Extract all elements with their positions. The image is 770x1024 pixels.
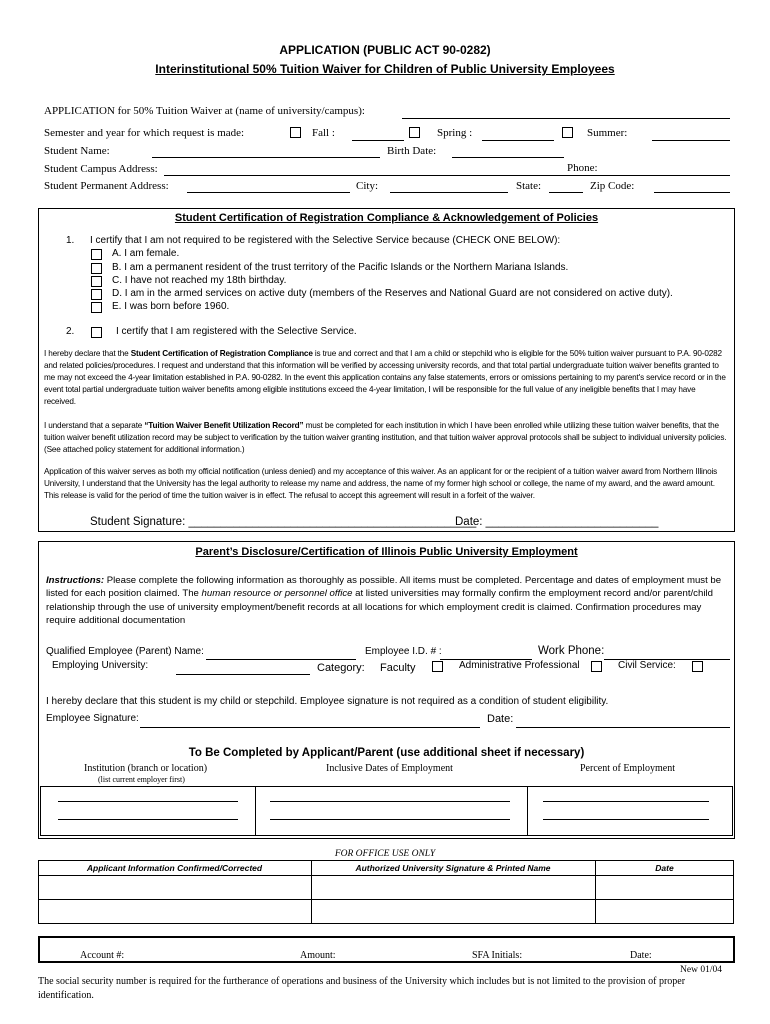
semester-year-label: Semester and year for which request is made: xyxy=(44,127,245,139)
employee-date-field[interactable] xyxy=(516,727,730,728)
office-col-signature: Authorized University Signature & Printed Name xyxy=(355,863,551,873)
dates-field[interactable] xyxy=(270,819,510,820)
spring-field[interactable] xyxy=(482,140,554,141)
office-col-date: Date xyxy=(655,863,674,873)
campus-address-field[interactable] xyxy=(164,175,730,176)
office-cell[interactable] xyxy=(313,901,594,923)
percent-field[interactable] xyxy=(543,819,709,820)
office-cell[interactable] xyxy=(40,877,310,898)
amount-field[interactable] xyxy=(338,961,448,962)
ssn-note: The social security number is required for the furtherance of operations and business of the University which includes but is not limited to the provision of proper identification. xyxy=(38,976,686,1001)
institution-field[interactable] xyxy=(58,801,238,802)
parent-heading: Parent’s Disclosure/Certification of Illinois Public University Employment xyxy=(195,546,578,558)
civil-service-label: Civil Service: xyxy=(618,660,676,671)
account-label: Account #: xyxy=(80,950,125,961)
student-name-label: Student Name: xyxy=(44,145,110,157)
category-label: Category: xyxy=(317,662,365,674)
option-e-label: E. I was born before 1960. xyxy=(112,301,230,312)
summer-field[interactable] xyxy=(652,140,730,141)
form-version: New 01/04 xyxy=(680,965,722,975)
office-table-row-line xyxy=(38,875,734,876)
summer-checkbox[interactable] xyxy=(562,127,573,138)
city-field[interactable] xyxy=(390,192,508,193)
utilization-paragraph: I understand that a separate “Tuition Waiver Benefit Utilization Record” must be completed for each institution in which I have been enrolled while utilizing these tuition waiver benefits, that the tuition waiver benefit utilization record may be subject to verification by the tuition waiver granting institution, and that tuition waiver approval protocols shall be subject to individual university policies. (See attached policy statement for additional information.) xyxy=(44,421,727,454)
sfa-initials-label: SFA Initials: xyxy=(472,950,523,961)
item1-text: I certify that I am not required to be registered with the Selective Service because (CHECK ONE BELOW): xyxy=(90,235,561,246)
phone-label: Phone: xyxy=(567,162,598,174)
employing-university-field[interactable] xyxy=(176,674,310,675)
page-title: APPLICATION (PUBLIC ACT 90-0282) xyxy=(279,43,491,57)
institution-field[interactable] xyxy=(58,819,238,820)
zip-label: Zip Code: xyxy=(590,180,635,192)
summer-label: Summer: xyxy=(587,127,628,139)
page-subtitle: Interinstitutional 50% Tuition Waiver for Children of Public University Employees xyxy=(155,62,615,76)
faculty-label: Faculty xyxy=(380,662,416,674)
spring-checkbox[interactable] xyxy=(409,127,420,138)
employment-table xyxy=(40,786,733,836)
qualified-employee-field[interactable] xyxy=(206,659,356,660)
parent-declaration: I hereby declare that this student is my child or stepchild. Employee signature is not required as a condition of student eligibility. xyxy=(46,696,609,707)
city-label: City: xyxy=(356,180,379,192)
instructions-text: Instructions: Please complete the following information as thoroughly as possible. All items must be completed. Percentage and dates of employment must be listed for each position claimed. The human resource or personnel office at listed universities may formally confirm the employment record and/or parent/child relationship through the use of university employment/benefit records at all locations for which employment credit is claimed. Confirmation procedures may require additional documentation xyxy=(46,575,722,626)
percent-column-header: Percent of Employment xyxy=(580,763,675,774)
option-e-checkbox[interactable] xyxy=(91,302,102,313)
employing-university-label: Employing University: xyxy=(52,660,149,671)
footer-date-label: Date: xyxy=(630,950,652,961)
employment-table-heading: To Be Completed by Applicant/Parent (use additional sheet if necessary) xyxy=(188,747,585,759)
option-d-checkbox[interactable] xyxy=(91,289,102,300)
fall-checkbox[interactable] xyxy=(290,127,301,138)
institution-column-subheader: (list current employer first) xyxy=(98,775,185,784)
student-cert-heading: Student Certification of Registration Compliance & Acknowledgement of Policies xyxy=(174,212,599,224)
dates-column-header: Inclusive Dates of Employment xyxy=(326,763,453,774)
application-for-label: APPLICATION for 50% Tuition Waiver at (name of university/campus): xyxy=(44,105,365,117)
birth-date-field[interactable] xyxy=(452,157,564,158)
item1-number: 1. xyxy=(66,235,75,246)
employment-table-divider xyxy=(527,786,528,836)
state-field[interactable] xyxy=(549,192,583,193)
employee-signature-label: Employee Signature: xyxy=(46,713,139,724)
dates-field[interactable] xyxy=(270,801,510,802)
footer-date-field[interactable] xyxy=(654,961,714,962)
employment-table-divider xyxy=(255,786,256,836)
student-signature-field[interactable]: Student Signature: _____________________________________________ xyxy=(90,516,477,528)
office-cell[interactable] xyxy=(313,877,594,898)
institution-column-header: Institution (branch or location) xyxy=(84,763,208,774)
state-label: State: xyxy=(516,180,542,192)
office-cell[interactable] xyxy=(597,901,733,923)
release-paragraph: Application of this waiver serves as both my official notification (unless denied) and my acceptance of this waiver. As an applicant for or the recipient of a tuition waiver award from Northern Illinois University, I understand that the University has the legal authority to release my name and address, the name of my former high school or college, the name of my award, and the award amount. This release is valid for the period of time the tuition waiver is in effect. The refusal to accept this agreement will result in a forfeit of the waiver. xyxy=(44,467,718,500)
fall-field[interactable] xyxy=(352,140,404,141)
permanent-address-label: Student Permanent Address: xyxy=(44,180,169,192)
admin-professional-label: Administrative Professional xyxy=(459,660,580,671)
option-a-label: A. I am female. xyxy=(112,248,180,259)
employee-date-label: Date: xyxy=(487,713,514,725)
option-a-checkbox[interactable] xyxy=(91,249,102,260)
faculty-checkbox[interactable] xyxy=(432,661,443,672)
employee-id-label: Employee I.D. # : xyxy=(365,646,442,657)
zip-field[interactable] xyxy=(654,192,730,193)
office-cell[interactable] xyxy=(597,877,733,898)
amount-label: Amount: xyxy=(300,950,336,961)
sfa-initials-field[interactable] xyxy=(524,961,594,962)
percent-field[interactable] xyxy=(543,801,709,802)
item2-number: 2. xyxy=(66,326,75,337)
permanent-address-field[interactable] xyxy=(187,192,350,193)
option-b-checkbox[interactable] xyxy=(91,263,102,274)
civil-service-checkbox[interactable] xyxy=(692,661,703,672)
account-field[interactable] xyxy=(126,961,256,962)
office-col-confirmed: Applicant Information Confirmed/Corrected xyxy=(86,863,263,873)
spring-label: Spring : xyxy=(437,127,473,139)
office-cell[interactable] xyxy=(40,901,310,923)
option-c-label: C. I have not reached my 18th birthday. xyxy=(112,275,287,286)
student-date-field[interactable]: Date: ___________________________ xyxy=(455,516,659,528)
work-phone-label: Work Phone: xyxy=(538,645,605,657)
option-c-checkbox[interactable] xyxy=(91,276,102,287)
admin-professional-checkbox[interactable] xyxy=(591,661,602,672)
birth-date-label: Birth Date: xyxy=(387,145,437,157)
employee-signature-field[interactable] xyxy=(140,727,480,728)
office-table-row-line xyxy=(38,899,734,900)
item2-checkbox[interactable] xyxy=(91,327,102,338)
option-b-label: B. I am a permanent resident of the trust territory of the Pacific Islands or the Northern Mariana Islands. xyxy=(112,262,569,273)
qualified-employee-label: Qualified Employee (Parent) Name: xyxy=(46,646,204,657)
declaration-paragraph: I hereby declare that the Student Certification of Registration Compliance is true and correct and that I am a child or stepchild who is eligible for the 50% tuition waiver pursuant to P.A. 90-0282 and related policies/procedures. I request and understand that this information will be verified by accessing university records, and that total partial undergraduate tuition waiver benefits granted to me may not exceed the 4-year limitation established in P.A. 90-0282. In the event this application contains any false statements, errors or omissions pertaining to my parent's service record or in the event total partial undergraduate tuition waiver benefits among eligible institutions exceed the 4-year limitation, I will be responsible for the full value of any ineligible benefits that I may have received. xyxy=(44,349,726,406)
item2-text: I certify that I am registered with the Selective Service. xyxy=(116,326,357,337)
office-use-heading: FOR OFFICE USE ONLY xyxy=(334,849,436,859)
student-name-field[interactable] xyxy=(152,157,380,158)
fall-label: Fall : xyxy=(312,127,335,139)
campus-address-label: Student Campus Address: xyxy=(44,163,158,175)
university-field[interactable] xyxy=(402,118,730,119)
option-d-label: D. I am in the armed services on active duty (members of the Reserves and National Guard are not considered on active duty). xyxy=(112,288,673,299)
